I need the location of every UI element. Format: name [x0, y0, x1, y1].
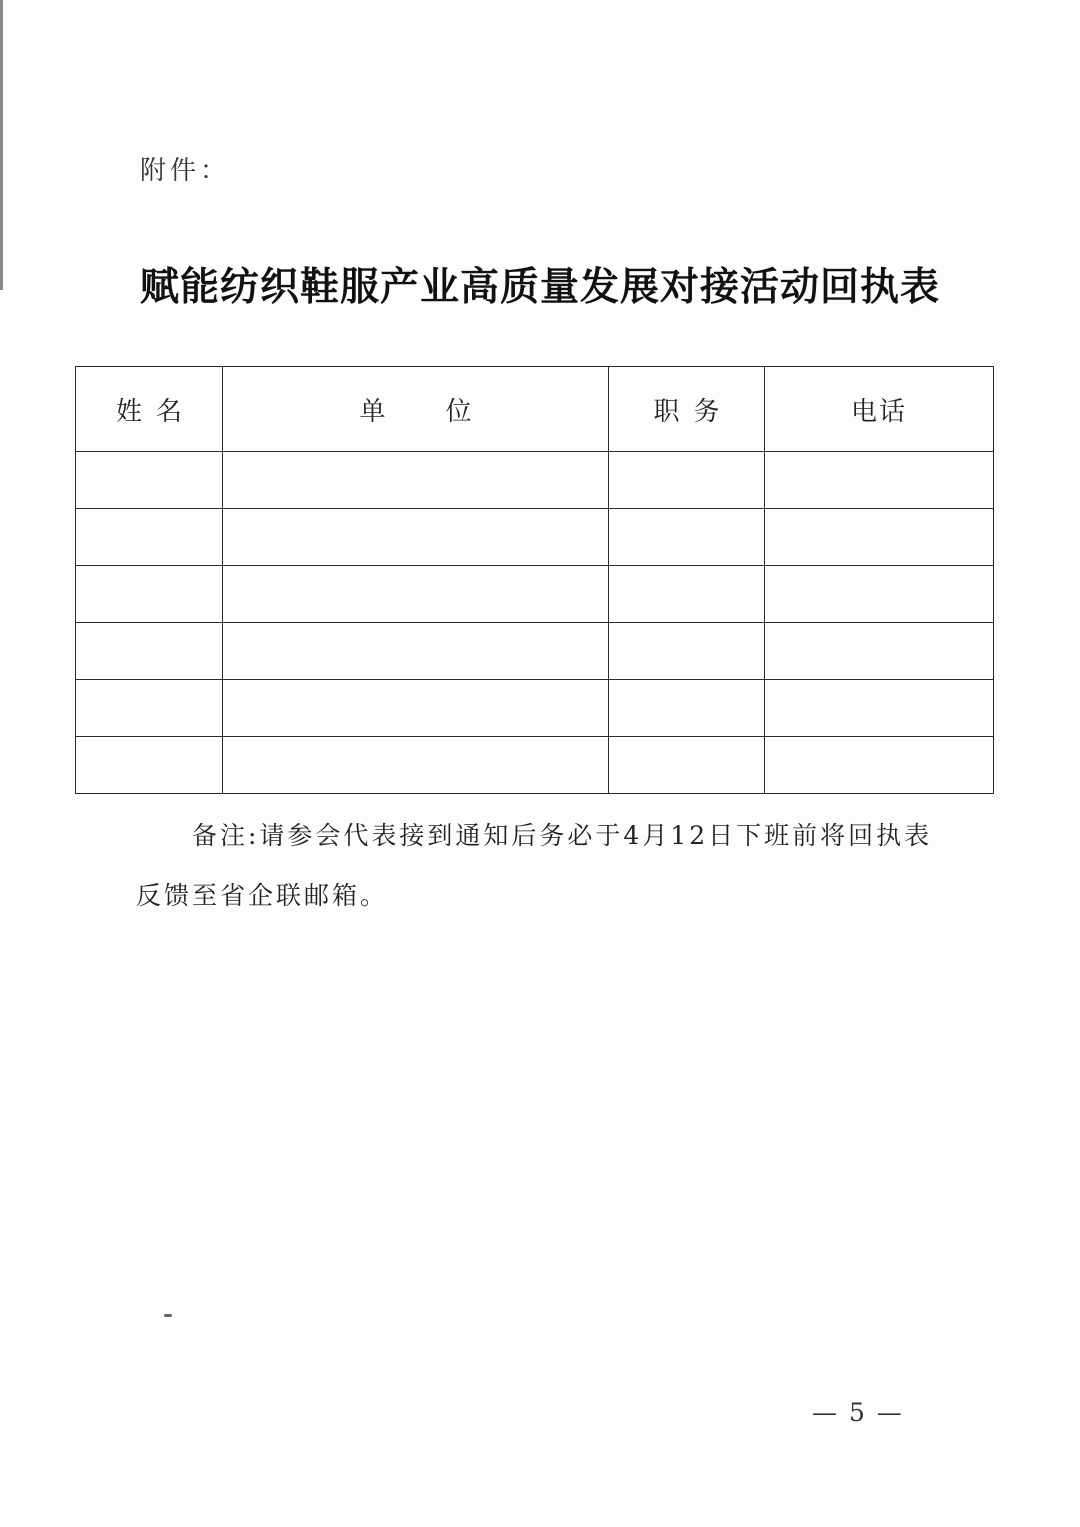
- position-cell: [609, 623, 765, 680]
- table-row: [76, 680, 994, 737]
- table-row: [76, 509, 994, 566]
- table-body: [76, 452, 994, 794]
- table-row: [76, 566, 994, 623]
- name-cell: [76, 680, 223, 737]
- receipt-table: [75, 366, 994, 794]
- unit-cell: [223, 566, 609, 623]
- table-row: [76, 452, 994, 509]
- table-row: [76, 623, 994, 680]
- scan-speck: [164, 1314, 172, 1317]
- phone-cell: [765, 737, 994, 794]
- unit-cell: [223, 680, 609, 737]
- name-cell: [76, 623, 223, 680]
- table-header-row: [76, 367, 994, 452]
- position-cell: [609, 509, 765, 566]
- phone-cell: [765, 623, 994, 680]
- header-phone: 电话: [765, 367, 994, 452]
- header-name: 姓名: [76, 367, 223, 452]
- name-cell: [76, 452, 223, 509]
- name-cell: [76, 566, 223, 623]
- scan-edge: [0, 0, 3, 290]
- unit-cell: [223, 737, 609, 794]
- document-title: 赋能纺织鞋服产业高质量发展对接活动回执表: [140, 264, 941, 310]
- header-position: 职务: [609, 367, 765, 452]
- table-row: [76, 737, 994, 794]
- name-cell: [76, 737, 223, 794]
- phone-cell: [765, 680, 994, 737]
- unit-cell: [223, 452, 609, 509]
- page-number: — 5 —: [812, 1398, 904, 1427]
- position-cell: [609, 452, 765, 509]
- position-cell: [609, 737, 765, 794]
- name-cell: [76, 509, 223, 566]
- phone-cell: [765, 509, 994, 566]
- note-text: 备注:请参会代表接到通知后务必于4月12日下班前将回执表反馈至省企联邮箱。: [136, 821, 933, 910]
- attachment-label: 附件：: [140, 156, 231, 186]
- phone-cell: [765, 566, 994, 623]
- phone-cell: [765, 452, 994, 509]
- position-cell: [609, 680, 765, 737]
- header-unit: 单位: [223, 367, 609, 452]
- unit-cell: [223, 623, 609, 680]
- unit-cell: [223, 509, 609, 566]
- position-cell: [609, 566, 765, 623]
